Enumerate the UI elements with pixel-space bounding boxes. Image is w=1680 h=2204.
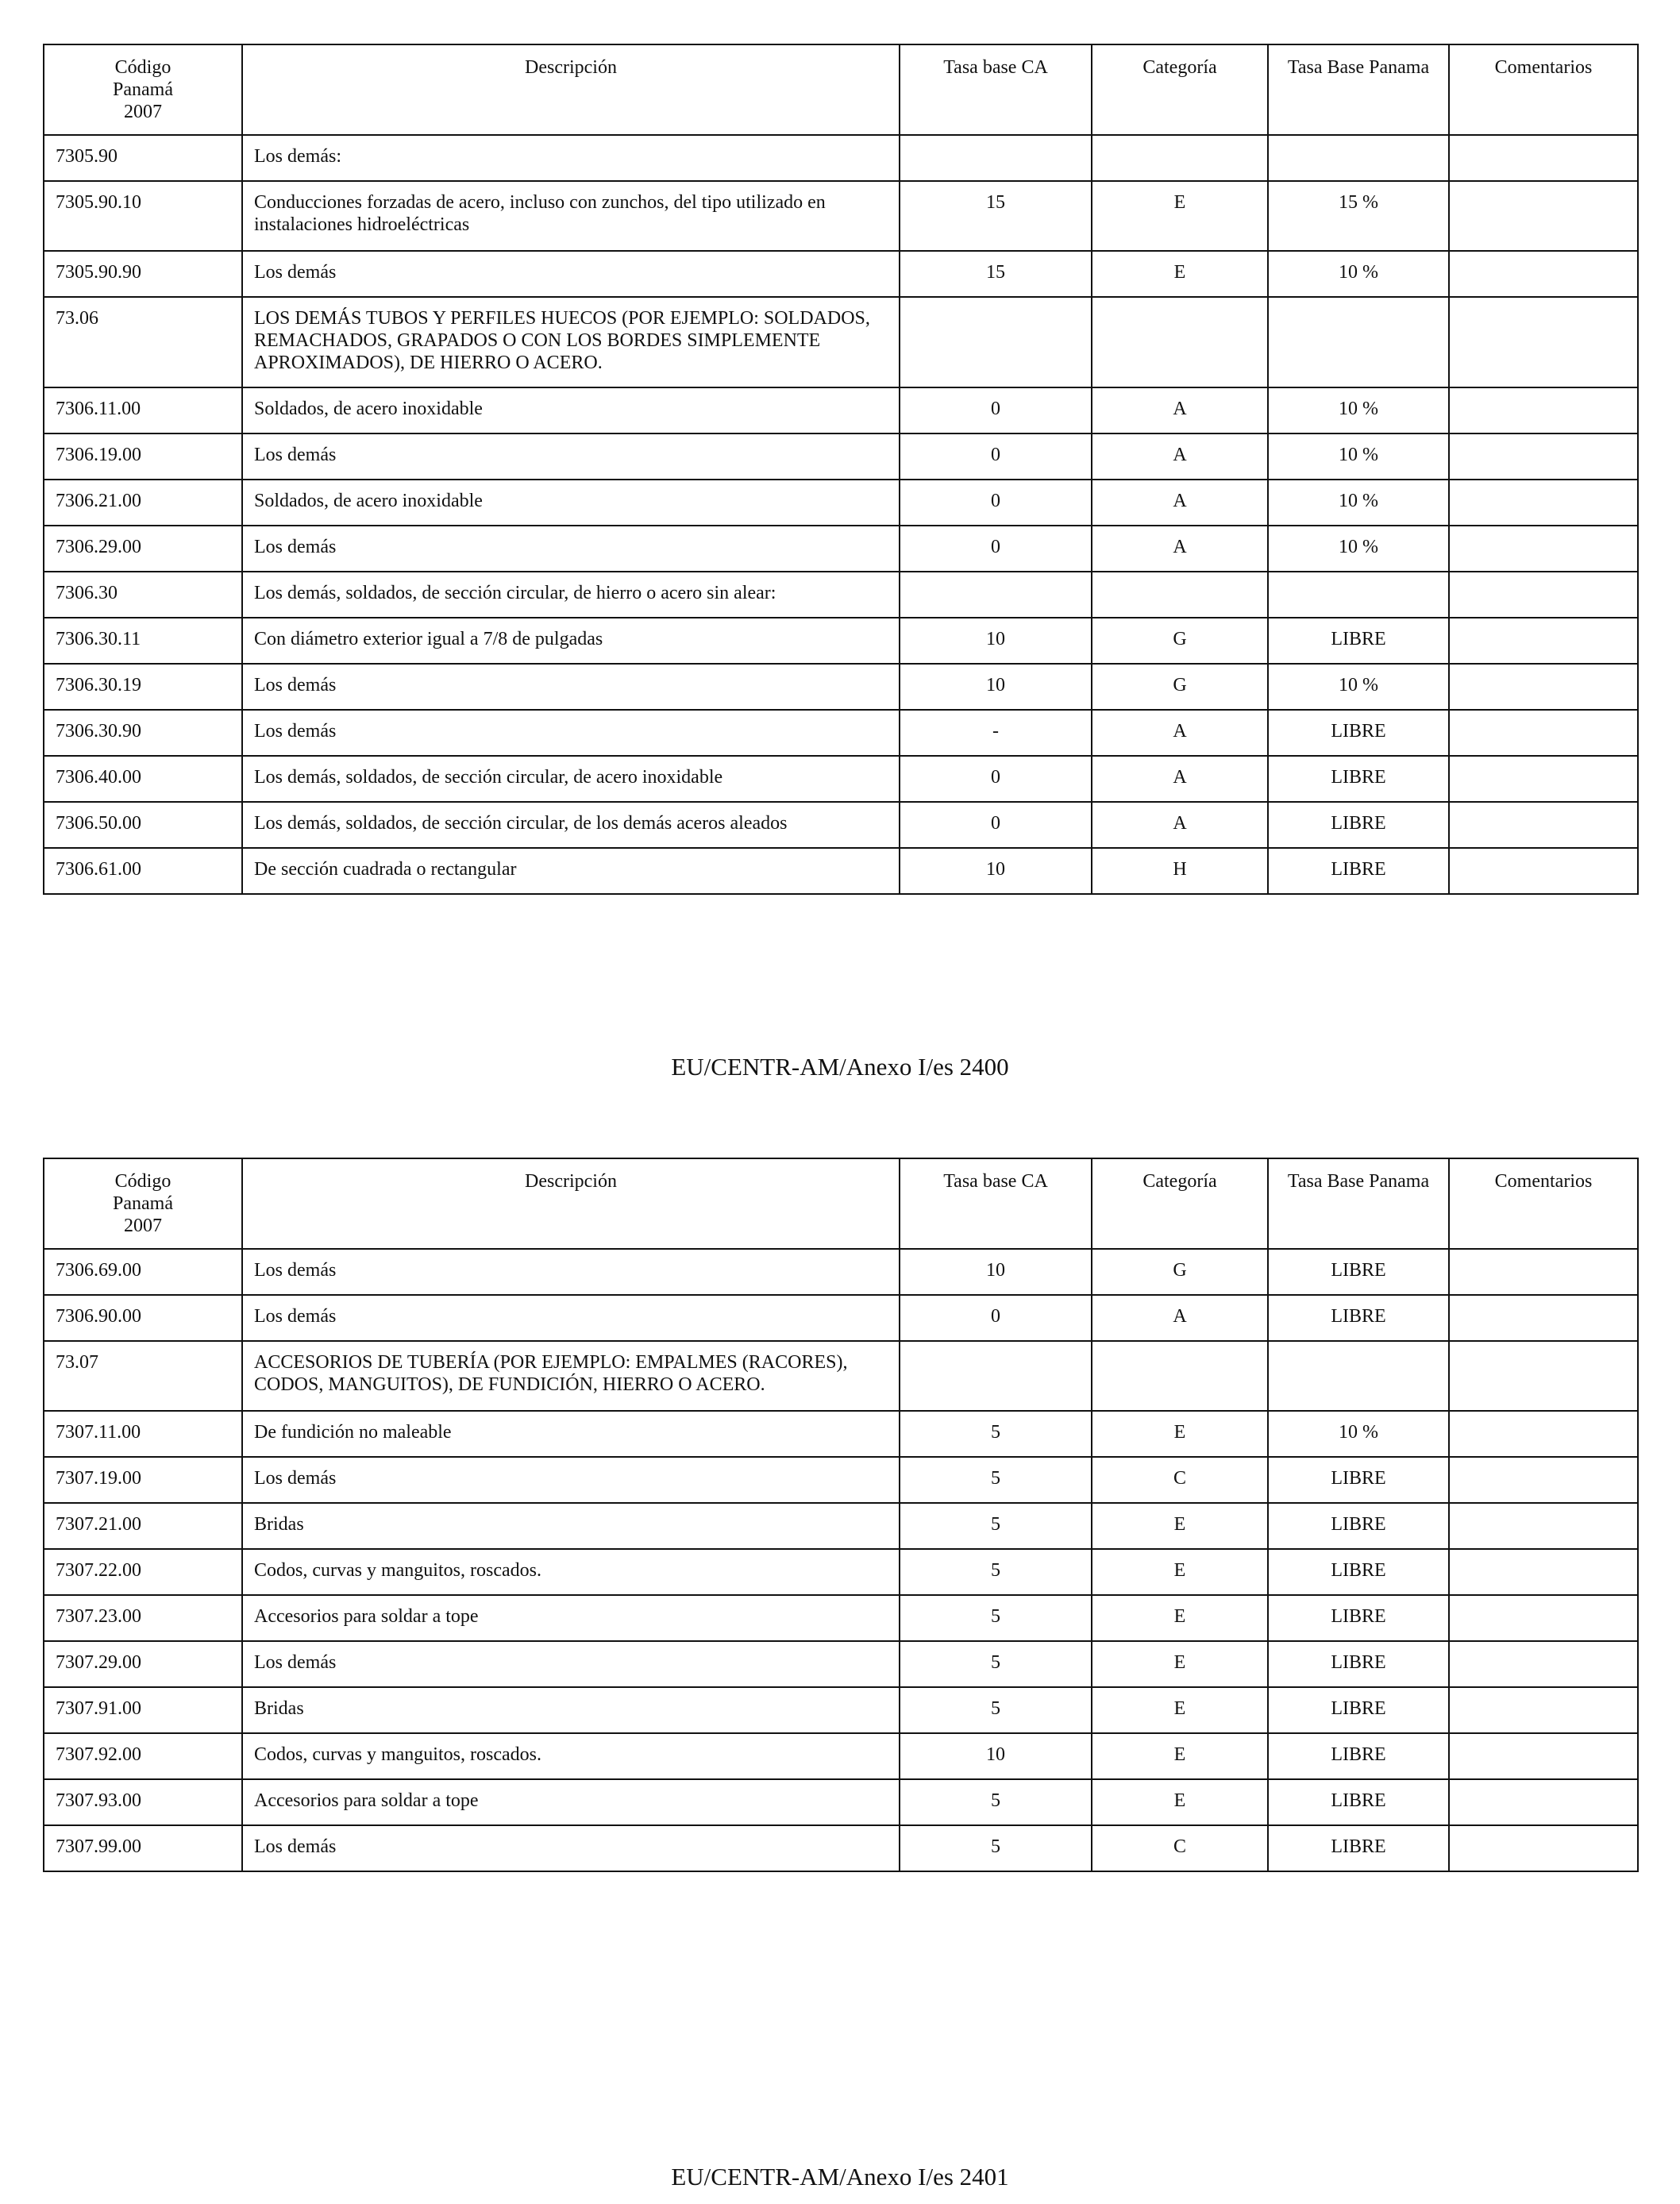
header-category: Categoría <box>1092 44 1268 135</box>
cell-category: A <box>1092 480 1268 526</box>
cell-description: Los demás, soldados, de sección circular, de los demás aceros aleados <box>242 802 900 848</box>
cell-rate-panama: 15 % <box>1268 181 1449 251</box>
cell-rate-ca: 5 <box>900 1549 1092 1595</box>
cell-category: G <box>1092 1249 1268 1295</box>
table-row <box>44 1779 1638 1825</box>
cell-comments <box>1449 297 1638 387</box>
cell-rate-panama: LIBRE <box>1268 1825 1449 1871</box>
cell-comments <box>1449 848 1638 894</box>
table-row <box>44 480 1638 526</box>
cell-description: Conducciones forzadas de acero, incluso con zunchos, del tipo utilizado en instalaciones hidroeléctricas <box>242 181 900 251</box>
cell-description: Los demás, soldados, de sección circular, de acero inoxidable <box>242 756 900 802</box>
cell-code: 7306.40.00 <box>44 756 242 802</box>
cell-comments <box>1449 1341 1638 1411</box>
table-row <box>44 848 1638 894</box>
cell-category: E <box>1092 1595 1268 1641</box>
cell-rate-panama <box>1268 1341 1449 1411</box>
header-comments: Comentarios <box>1449 44 1638 135</box>
header-comments: Comentarios <box>1449 1158 1638 1249</box>
cell-rate-ca <box>900 1341 1092 1411</box>
cell-code: 7307.91.00 <box>44 1687 242 1733</box>
cell-rate-ca: 5 <box>900 1595 1092 1641</box>
cell-rate-ca <box>900 572 1092 618</box>
cell-comments <box>1449 710 1638 756</box>
cell-code: 7307.29.00 <box>44 1641 242 1687</box>
table-row <box>44 1549 1638 1595</box>
cell-rate-ca: 0 <box>900 387 1092 433</box>
cell-code: 7306.30 <box>44 572 242 618</box>
cell-rate-ca: 10 <box>900 1249 1092 1295</box>
cell-category: A <box>1092 756 1268 802</box>
table-row <box>44 1641 1638 1687</box>
table-row <box>44 1341 1638 1411</box>
cell-comments <box>1449 1549 1638 1595</box>
cell-category: G <box>1092 664 1268 710</box>
cell-rate-panama: 10 % <box>1268 1411 1449 1457</box>
cell-description: Soldados, de acero inoxidable <box>242 480 900 526</box>
cell-rate-ca: 10 <box>900 618 1092 664</box>
cell-category: A <box>1092 526 1268 572</box>
cell-category: E <box>1092 1687 1268 1733</box>
cell-comments <box>1449 1295 1638 1341</box>
cell-code: 7306.69.00 <box>44 1249 242 1295</box>
cell-rate-panama <box>1268 297 1449 387</box>
cell-rate-ca: 15 <box>900 251 1092 297</box>
header-rate-ca: Tasa base CA <box>900 1158 1092 1249</box>
cell-rate-ca: 0 <box>900 480 1092 526</box>
cell-description: Los demás <box>242 710 900 756</box>
table-body <box>44 1249 1638 1871</box>
cell-description: Bridas <box>242 1687 900 1733</box>
cell-code: 7305.90.90 <box>44 251 242 297</box>
tariff-table-page-2401 <box>43 1158 1639 1872</box>
cell-category: E <box>1092 181 1268 251</box>
cell-description: Los demás <box>242 1457 900 1503</box>
table-row <box>44 526 1638 572</box>
cell-code: 7306.19.00 <box>44 433 242 480</box>
cell-category <box>1092 297 1268 387</box>
cell-code: 7306.90.00 <box>44 1295 242 1341</box>
cell-code: 7307.19.00 <box>44 1457 242 1503</box>
cell-comments <box>1449 664 1638 710</box>
cell-description: Codos, curvas y manguitos, roscados. <box>242 1549 900 1595</box>
cell-rate-ca: 5 <box>900 1825 1092 1871</box>
header-category: Categoría <box>1092 1158 1268 1249</box>
cell-code: 7305.90.10 <box>44 181 242 251</box>
cell-category: A <box>1092 387 1268 433</box>
header-rate-ca: Tasa base CA <box>900 44 1092 135</box>
table-row <box>44 297 1638 387</box>
cell-category <box>1092 1341 1268 1411</box>
cell-rate-panama: LIBRE <box>1268 756 1449 802</box>
cell-category: A <box>1092 1295 1268 1341</box>
cell-rate-panama: LIBRE <box>1268 1249 1449 1295</box>
cell-comments <box>1449 1687 1638 1733</box>
cell-rate-panama <box>1268 572 1449 618</box>
cell-rate-panama: LIBRE <box>1268 802 1449 848</box>
cell-description: Los demás, soldados, de sección circular, de hierro o acero sin alear: <box>242 572 900 618</box>
cell-comments <box>1449 526 1638 572</box>
table-row <box>44 572 1638 618</box>
cell-rate-panama: 10 % <box>1268 664 1449 710</box>
cell-rate-ca <box>900 135 1092 181</box>
cell-category <box>1092 135 1268 181</box>
cell-rate-ca: 0 <box>900 802 1092 848</box>
table-header-row <box>44 44 1638 135</box>
cell-category: G <box>1092 618 1268 664</box>
cell-description: Accesorios para soldar a tope <box>242 1779 900 1825</box>
cell-category: E <box>1092 1503 1268 1549</box>
table-row <box>44 710 1638 756</box>
cell-rate-ca: - <box>900 710 1092 756</box>
cell-code: 7306.61.00 <box>44 848 242 894</box>
table-body <box>44 135 1638 894</box>
cell-rate-panama: LIBRE <box>1268 1687 1449 1733</box>
cell-code: 7307.11.00 <box>44 1411 242 1457</box>
cell-rate-ca <box>900 297 1092 387</box>
cell-rate-ca: 0 <box>900 756 1092 802</box>
cell-comments <box>1449 251 1638 297</box>
cell-comments <box>1449 1457 1638 1503</box>
cell-rate-ca: 5 <box>900 1641 1092 1687</box>
cell-rate-panama: 10 % <box>1268 433 1449 480</box>
table-row <box>44 1503 1638 1549</box>
cell-category: E <box>1092 1411 1268 1457</box>
cell-rate-ca: 0 <box>900 433 1092 480</box>
header-code: Código Panamá 2007 <box>44 1158 242 1249</box>
cell-rate-panama: LIBRE <box>1268 1595 1449 1641</box>
cell-code: 7306.21.00 <box>44 480 242 526</box>
cell-comments <box>1449 572 1638 618</box>
cell-rate-ca: 5 <box>900 1503 1092 1549</box>
page-footer: EU/CENTR-AM/Anexo I/es 2400 <box>671 1053 1009 1081</box>
cell-code: 73.06 <box>44 297 242 387</box>
cell-rate-ca: 5 <box>900 1687 1092 1733</box>
cell-comments <box>1449 1825 1638 1871</box>
cell-description: Con diámetro exterior igual a 7/8 de pulgadas <box>242 618 900 664</box>
cell-category: H <box>1092 848 1268 894</box>
table-row <box>44 135 1638 181</box>
table-row <box>44 1825 1638 1871</box>
cell-description: Los demás <box>242 1641 900 1687</box>
cell-code: 7306.30.11 <box>44 618 242 664</box>
cell-code: 7306.29.00 <box>44 526 242 572</box>
table-row <box>44 251 1638 297</box>
cell-category: A <box>1092 433 1268 480</box>
cell-code: 7306.11.00 <box>44 387 242 433</box>
cell-code: 7307.23.00 <box>44 1595 242 1641</box>
cell-description: Los demás <box>242 664 900 710</box>
cell-description: Los demás <box>242 251 900 297</box>
cell-comments <box>1449 1641 1638 1687</box>
cell-code: 7307.92.00 <box>44 1733 242 1779</box>
cell-category: E <box>1092 1733 1268 1779</box>
tariff-table-page-2400 <box>43 44 1639 895</box>
table-row <box>44 1411 1638 1457</box>
table-row <box>44 1687 1638 1733</box>
cell-code: 7307.21.00 <box>44 1503 242 1549</box>
cell-category: E <box>1092 251 1268 297</box>
table-row <box>44 664 1638 710</box>
cell-code: 7307.99.00 <box>44 1825 242 1871</box>
cell-description: Los demás <box>242 1295 900 1341</box>
cell-code: 7306.30.90 <box>44 710 242 756</box>
header-description: Descripción <box>242 44 900 135</box>
cell-rate-ca: 5 <box>900 1411 1092 1457</box>
cell-code: 7306.30.19 <box>44 664 242 710</box>
cell-rate-ca: 0 <box>900 526 1092 572</box>
cell-category: C <box>1092 1457 1268 1503</box>
table-row <box>44 181 1638 251</box>
cell-code: 7306.50.00 <box>44 802 242 848</box>
cell-comments <box>1449 618 1638 664</box>
cell-comments <box>1449 135 1638 181</box>
cell-rate-ca: 5 <box>900 1779 1092 1825</box>
cell-rate-ca: 5 <box>900 1457 1092 1503</box>
table-row <box>44 1595 1638 1641</box>
cell-code: 73.07 <box>44 1341 242 1411</box>
cell-category <box>1092 572 1268 618</box>
cell-description: Los demás: <box>242 135 900 181</box>
table-row <box>44 802 1638 848</box>
page-footer: EU/CENTR-AM/Anexo I/es 2401 <box>671 2163 1009 2191</box>
cell-rate-panama: LIBRE <box>1268 1549 1449 1595</box>
cell-rate-panama <box>1268 135 1449 181</box>
cell-comments <box>1449 1595 1638 1641</box>
cell-comments <box>1449 1411 1638 1457</box>
cell-rate-ca: 0 <box>900 1295 1092 1341</box>
cell-comments <box>1449 480 1638 526</box>
cell-rate-panama: LIBRE <box>1268 1295 1449 1341</box>
cell-rate-panama: LIBRE <box>1268 1779 1449 1825</box>
cell-rate-ca: 15 <box>900 181 1092 251</box>
cell-rate-panama: LIBRE <box>1268 1503 1449 1549</box>
cell-category: E <box>1092 1641 1268 1687</box>
cell-description: De sección cuadrada o rectangular <box>242 848 900 894</box>
cell-comments <box>1449 387 1638 433</box>
cell-rate-panama: LIBRE <box>1268 618 1449 664</box>
header-rate-panama: Tasa Base Panama <box>1268 44 1449 135</box>
cell-rate-panama: 10 % <box>1268 526 1449 572</box>
cell-comments <box>1449 1779 1638 1825</box>
cell-category: A <box>1092 802 1268 848</box>
table-row <box>44 618 1638 664</box>
cell-rate-panama: 10 % <box>1268 387 1449 433</box>
cell-comments <box>1449 433 1638 480</box>
cell-description: LOS DEMÁS TUBOS Y PERFILES HUECOS (POR EJEMPLO: SOLDADOS, REMACHADOS, GRAPADOS O CON LOS BORDES SIMPLEMENTE APROXIMADOS), DE HIERRO O ACERO. <box>242 297 900 387</box>
table-row <box>44 387 1638 433</box>
cell-description: Los demás <box>242 1825 900 1871</box>
cell-description: Bridas <box>242 1503 900 1549</box>
cell-code: 7305.90 <box>44 135 242 181</box>
header-description: Descripción <box>242 1158 900 1249</box>
cell-description: Soldados, de acero inoxidable <box>242 387 900 433</box>
cell-rate-panama: LIBRE <box>1268 1641 1449 1687</box>
cell-description: ACCESORIOS DE TUBERÍA (POR EJEMPLO: EMPALMES (RACORES), CODOS, MANGUITOS), DE FUNDICIÓN, HIERRO O ACERO. <box>242 1341 900 1411</box>
cell-rate-ca: 10 <box>900 664 1092 710</box>
cell-rate-panama: LIBRE <box>1268 710 1449 756</box>
cell-description: Codos, curvas y manguitos, roscados. <box>242 1733 900 1779</box>
cell-description: Los demás <box>242 526 900 572</box>
cell-rate-ca: 10 <box>900 1733 1092 1779</box>
cell-rate-panama: LIBRE <box>1268 1457 1449 1503</box>
cell-rate-panama: 10 % <box>1268 480 1449 526</box>
cell-rate-panama: LIBRE <box>1268 1733 1449 1779</box>
cell-category: E <box>1092 1549 1268 1595</box>
header-rate-panama: Tasa Base Panama <box>1268 1158 1449 1249</box>
cell-description: Accesorios para soldar a tope <box>242 1595 900 1641</box>
cell-description: Los demás <box>242 433 900 480</box>
cell-comments <box>1449 1733 1638 1779</box>
table-row <box>44 1249 1638 1295</box>
cell-rate-panama: LIBRE <box>1268 848 1449 894</box>
table-header-row <box>44 1158 1638 1249</box>
cell-code: 7307.93.00 <box>44 1779 242 1825</box>
cell-category: A <box>1092 710 1268 756</box>
table-row <box>44 1457 1638 1503</box>
cell-comments <box>1449 756 1638 802</box>
cell-category: E <box>1092 1779 1268 1825</box>
table-row <box>44 756 1638 802</box>
cell-comments <box>1449 181 1638 251</box>
cell-description: Los demás <box>242 1249 900 1295</box>
cell-rate-panama: 10 % <box>1268 251 1449 297</box>
table-row <box>44 1295 1638 1341</box>
cell-comments <box>1449 802 1638 848</box>
cell-description: De fundición no maleable <box>242 1411 900 1457</box>
table-row <box>44 1733 1638 1779</box>
cell-code: 7307.22.00 <box>44 1549 242 1595</box>
table-row <box>44 433 1638 480</box>
header-code: Código Panamá 2007 <box>44 44 242 135</box>
cell-comments <box>1449 1249 1638 1295</box>
cell-comments <box>1449 1503 1638 1549</box>
cell-category: C <box>1092 1825 1268 1871</box>
cell-rate-ca: 10 <box>900 848 1092 894</box>
